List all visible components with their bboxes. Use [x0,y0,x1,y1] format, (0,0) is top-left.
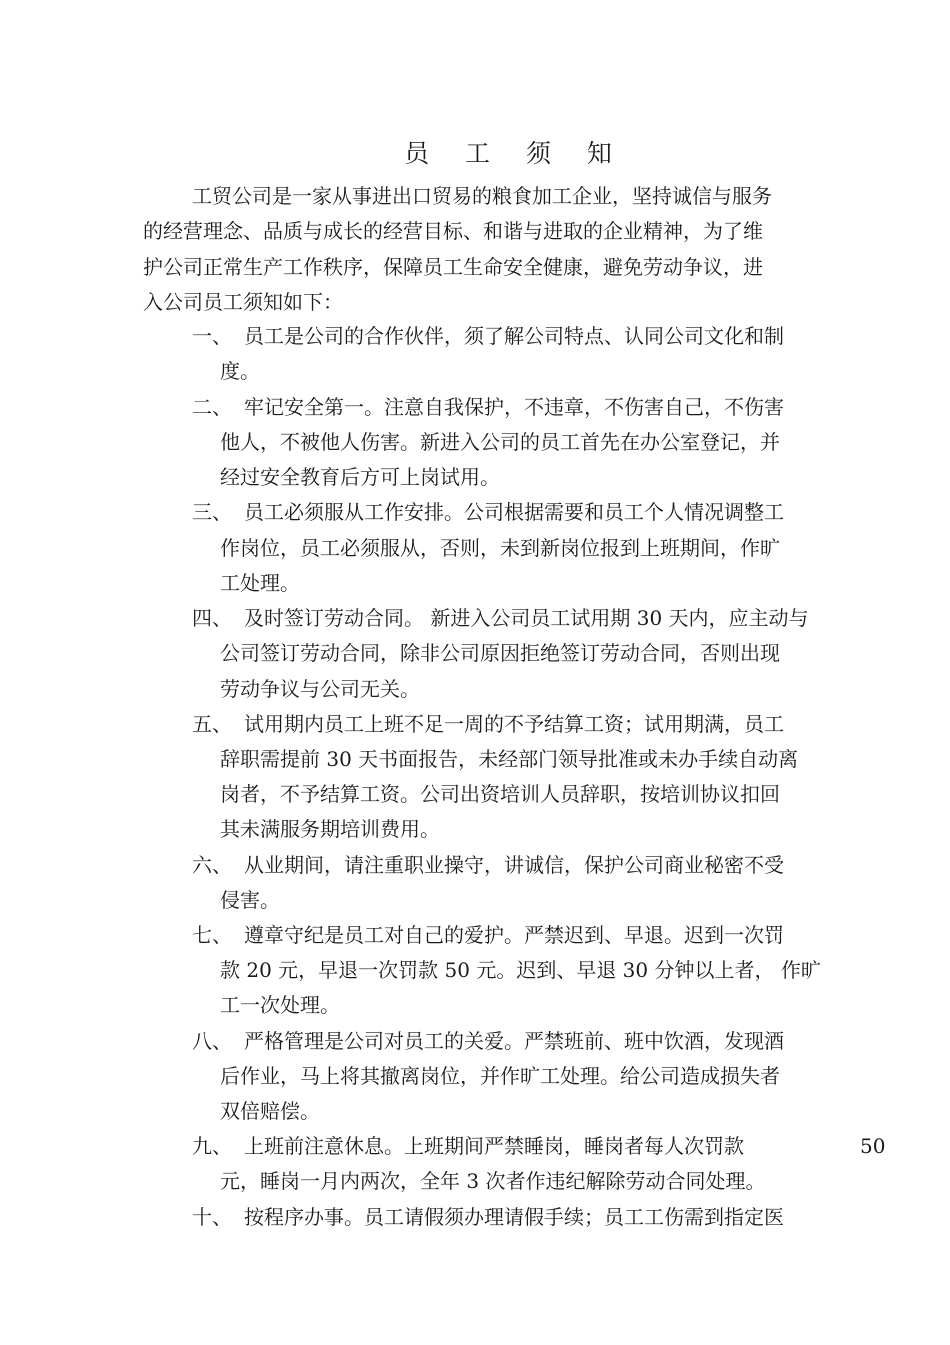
document-title: 员 工 须 知 [404,139,626,168]
item-continuation: 他人，不被他人伤害。新进入公司的员工首先在办公室登记，并 [220,430,780,454]
item-continuation: 其未满服务期培训费用。 [220,817,440,841]
item-number: 八、 [192,1029,232,1053]
item-continuation: 双倍赔偿。 [220,1099,320,1123]
item-text-tail: 50 [860,1134,886,1158]
item-text: 牢记安全第一。注意自我保护，不违章，不伤害自己，不伤害 [244,395,784,419]
item-text: 按程序办事。员工请假须办理请假手续；员工工伤需到指定医 [244,1205,784,1229]
item-continuation: 度。 [220,359,260,383]
item-continuation: 侵害。 [220,888,280,912]
intro-line: 入公司员工须知如下： [143,290,343,314]
item-text: 员工是公司的合作伙伴，须了解公司特点、认同公司文化和制 [244,324,784,348]
item-number: 四、 [192,606,232,630]
item-text: 遵章守纪是员工对自己的爱护。严禁迟到、早退。迟到一次罚 [244,923,784,947]
item-text: 及时签订劳动合同。 新进入公司员工试用期 30 天内，应主动与 [244,606,809,630]
item-number: 三、 [192,500,232,524]
intro-line: 的经营理念、品质与成长的经营目标、和谐与进取的企业精神，为了维 [143,219,763,243]
item-number: 六、 [192,853,232,877]
item-text: 上班前注意休息。上班期间严禁睡岗，睡岗者每人次罚款 [244,1134,744,1158]
item-number: 九、 [192,1134,232,1158]
item-continuation: 元，睡岗一月内两次，全年 3 次者作违纪解除劳动合同处理。 [220,1169,766,1193]
intro-line: 护公司正常生产工作秩序，保障员工生命安全健康，避免劳动争议，进 [143,255,763,279]
item-number: 七、 [192,923,232,947]
item-text: 严格管理是公司对员工的关爱。严禁班前、班中饮酒，发现酒 [244,1029,784,1053]
item-continuation: 辞职需提前 30 天书面报告，未经部门领导批准或未办手续自动离 [220,747,799,771]
item-continuation: 岗者，不予结算工资。公司出资培训人员辞职，按培训协议扣回 [220,782,780,806]
item-continuation: 劳动争议与公司无关。 [220,677,420,701]
item-continuation: 款 20 元，早退一次罚款 50 元。迟到、早退 30 分钟以上者， 作旷 [220,958,821,982]
item-text: 从业期间，请注重职业操守，讲诚信，保护公司商业秘密不受 [244,853,784,877]
item-number: 十、 [192,1205,232,1229]
item-text: 试用期内员工上班不足一周的不予结算工资；试用期满，员工 [244,712,784,736]
item-continuation: 工处理。 [220,571,300,595]
item-number: 五、 [192,712,232,736]
item-continuation: 后作业，马上将其撤离岗位，并作旷工处理。给公司造成损失者 [220,1064,780,1088]
item-continuation: 经过安全教育后方可上岗试用。 [220,465,500,489]
item-continuation: 工一次处理。 [220,993,340,1017]
item-number: 一、 [192,324,232,348]
item-continuation: 作岗位，员工必须服从，否则，未到新岗位报到上班期间，作旷 [220,536,780,560]
intro-line: 工贸公司是一家从事进出口贸易的粮食加工企业，坚持诚信与服务 [192,184,772,208]
item-continuation: 公司签订劳动合同，除非公司原因拒绝签订劳动合同，否则出现 [220,641,780,665]
item-number: 二、 [192,395,232,419]
item-text: 员工必须服从工作安排。公司根据需要和员工个人情况调整工 [244,500,784,524]
